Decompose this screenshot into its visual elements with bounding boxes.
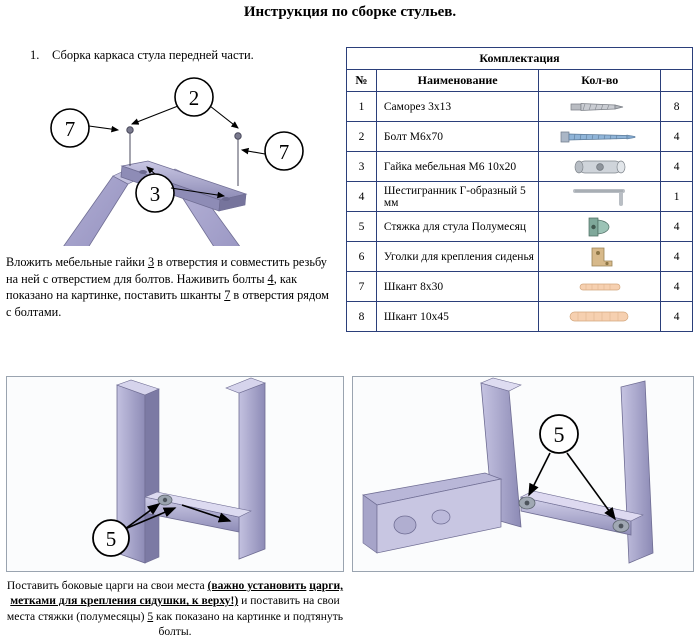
callout-label-5: 5 [105,527,117,551]
part-no: 7 [347,272,377,302]
p2-line3-a: поставить на свои места стяжки (полумесяцы) [6,594,340,623]
p1-line1-b: в отверстия и совместить резьбу на [6,255,327,286]
p1-mark-3: 3 [147,255,155,269]
parts-table [346,47,693,332]
part-no: 5 [347,212,377,242]
part-no: 2 [347,122,377,152]
part-name: Стяжка для стула Полумесяц [376,212,538,242]
part-qty: 4 [661,302,693,332]
parts-header-no: № [347,70,377,92]
part-qty: 1 [661,182,693,212]
parts-table-body [347,92,693,332]
part-qty: 4 [661,242,693,272]
instruction-paragraph-2 [6,578,344,639]
step-1-text: Сборка каркаса стула передней части. [52,48,254,62]
front-frame-diagram [10,66,335,246]
table-row [347,212,693,242]
part-image-cell [539,212,661,242]
p1-mark-4: 4 [267,271,274,286]
p1-line3-a: на картинке, поставить шканты [56,288,225,303]
p1-line2-b: , как показано [6,271,298,303]
bolt-insert-right [235,133,241,186]
side-rail-diagram [7,377,344,572]
p2-line3-b: как показано на [153,609,234,623]
left-leg-shape [37,170,140,246]
part-no: 4 [347,182,377,212]
p1-line1-a: Вложить мебельные гайки [6,255,148,269]
crescent-right [613,520,629,532]
part-name: Саморез 3х13 [376,92,538,122]
crescent-bracket-icon [573,215,627,239]
crescent-left [519,497,535,509]
table-row [347,272,693,302]
p1-line3-b: в отверстия рядом с болтами. [6,288,329,319]
callout-label-7-left: 7 [64,117,76,141]
page-title: Инструкция по сборке стульев. [243,4,457,20]
p2-line2-b: и [238,594,248,608]
callout-label-7-right: 7 [278,140,290,164]
figure-front-frame-assembly [10,66,335,246]
part-qty: 4 [661,122,693,152]
p2-line1-bold: (важно установить [207,579,307,592]
part-name: Шестигранник Г-образный 5 мм [376,182,538,212]
table-row [347,92,693,122]
figure-crescent-tightening [352,376,694,572]
part-no: 8 [347,302,377,332]
parts-header-qty: Кол-во [539,70,661,92]
callout-label-5: 5 [553,422,565,447]
p2-mark-5: 5 [147,609,154,623]
hex-key-icon [565,185,635,209]
angle-bracket-icon [578,245,622,269]
table-row [347,182,693,212]
part-image-cell [539,122,661,152]
part-qty: 4 [661,212,693,242]
table-row [347,152,693,182]
p2-line1-a: Поставить боковые царги на свои места [6,579,208,592]
part-name: Гайка мебельная М6 10х20 [376,152,538,182]
parts-header-qty-spacer [661,70,693,92]
part-image-cell [539,92,661,122]
part-image-cell [539,182,661,212]
table-row [347,122,693,152]
bolt-icon [557,127,643,147]
rail-hole-left [139,170,147,174]
part-qty: 4 [661,272,693,302]
dowel-large-icon [562,308,638,326]
table-row [347,302,693,332]
part-name: Уголки для крепления сиденья [376,242,538,272]
rail-hole-mid-3 [432,510,450,524]
table-row [347,242,693,272]
step-1-number: 1. [30,48,40,62]
part-name: Шкант 8х30 [376,272,538,302]
instruction-paragraph-1 [6,254,336,320]
screw-icon [563,97,637,117]
rail-hole-left-3 [394,516,416,534]
part-no: 6 [347,242,377,272]
crescent-connector [158,495,172,505]
part-no: 1 [347,92,377,122]
back-right-post [621,381,653,563]
part-name: Шкант 10х45 [376,302,538,332]
rail-hole-right [222,197,230,201]
crescent-tightening-diagram [353,377,694,572]
part-qty: 4 [661,152,693,182]
part-image-cell [539,302,661,332]
dowel-small-icon [570,279,630,295]
part-no: 3 [347,152,377,182]
parts-table-caption: Комплектация [347,48,693,70]
figure-side-rail-assembly [6,376,344,572]
callout-label-2: 2 [188,86,200,110]
bolt-insert-left [127,127,133,166]
part-qty: 8 [661,92,693,122]
right-post [239,383,265,559]
part-image-cell [539,152,661,182]
parts-header-name: Наименование [376,70,538,92]
part-name: Болт М6х70 [376,122,538,152]
barrel-nut-icon [567,156,633,178]
part-image-cell [539,272,661,302]
part-image-cell [539,242,661,272]
p2-line4: картинке и подтянуть болты. [158,609,344,638]
p1-line2-a: ней с отверстием для болтов. Наживить болты [21,271,268,286]
p2-line2-bold: царги, метками для крепления сидушки, к верху!) [10,579,344,608]
callout-label-3: 3 [149,182,161,206]
p1-mark-7: 7 [224,288,231,303]
